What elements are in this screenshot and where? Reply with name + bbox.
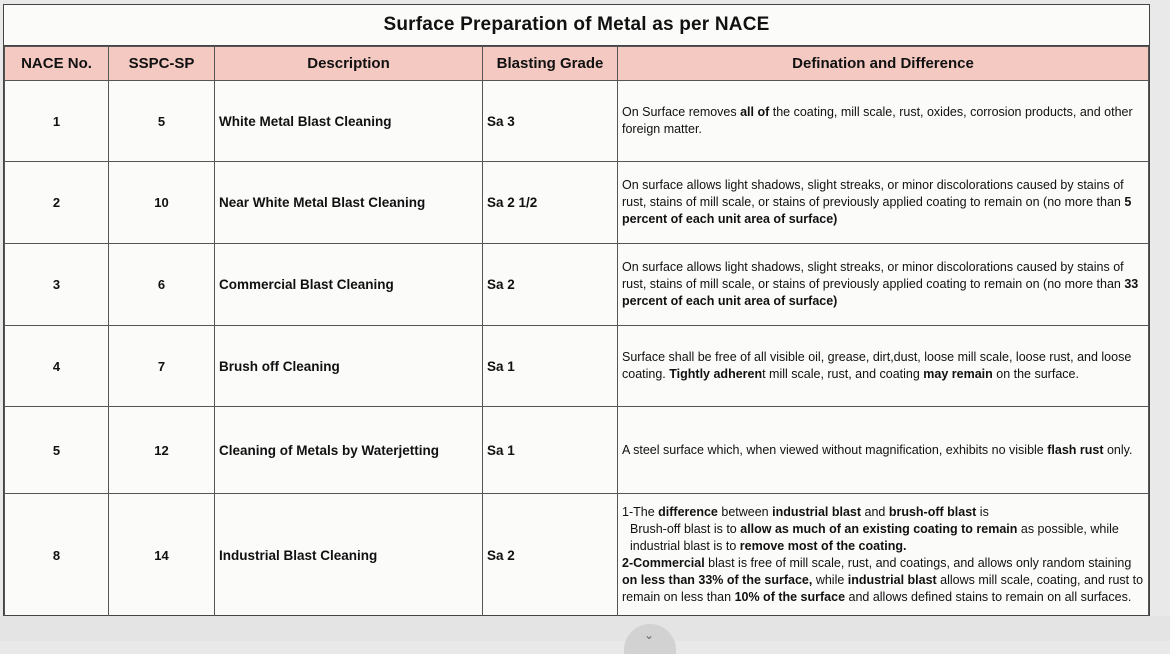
definition-cell: [618, 81, 1149, 162]
def-bold: all of: [740, 105, 770, 119]
document-sheet: [3, 4, 1150, 616]
def-bold: flash rust: [1047, 442, 1104, 457]
def-text: On Surface removes: [622, 105, 741, 119]
definition-cell: [618, 244, 1149, 326]
header-description: Description: [215, 47, 483, 81]
def-bold: Tightly adheren: [669, 367, 763, 381]
description-cell: Industrial Blast Cleaning: [215, 494, 483, 617]
def-bold: remove most of the coating.: [739, 539, 907, 553]
header-grade: Blasting Grade: [483, 47, 618, 81]
table-row: [5, 244, 1149, 326]
def-text: Brush-off blast is to: [630, 522, 741, 536]
table-row: [5, 494, 1149, 617]
def-text: allows mill scale, coating, and rust to remain on less than: [622, 573, 1144, 604]
description-cell: Cleaning of Metals by Waterjetting: [215, 407, 483, 494]
def-text: as possible, while industrial blast is to: [630, 522, 1119, 553]
grade-cell: Sa 2: [483, 244, 618, 326]
def-text: the coating, mill scale, rust, oxides, corrosion products, and other foreign matter.: [622, 105, 1133, 136]
def-text: on the surface.: [992, 367, 1079, 381]
def-bold: allow as much of an existing coating to remain: [740, 522, 1018, 536]
def-line-2: [622, 521, 1144, 555]
grade-cell: Sa 1: [483, 326, 618, 407]
def-line-3: [622, 555, 1144, 606]
def-line-1: [622, 504, 1144, 521]
def-bold: difference: [658, 505, 718, 519]
nace-table: [4, 46, 1149, 617]
definition-cell: [618, 494, 1149, 617]
header-sspc: SSPC-SP: [109, 47, 215, 81]
def-bold: industrial blast: [772, 505, 862, 519]
header-definition: Defination and Difference: [618, 47, 1149, 81]
def-text: Surface shall be free of all visible oil, grease, dirt,dust, loose mill scale, loose rust, and loose coating.: [622, 350, 1132, 381]
def-text: On surface allows light shadows, slight streaks, or minor discolorations caused by stains of rust, stains of mill scale, or stains of previously applied coating to remain on (no more than: [622, 260, 1125, 291]
def-bold: may remain: [923, 367, 993, 381]
grade-cell: Sa 2 1/2: [483, 162, 618, 244]
description-cell: White Metal Blast Cleaning: [215, 81, 483, 162]
nace-cell: 8: [5, 494, 109, 617]
header-nace: NACE No.: [5, 47, 109, 81]
sspc-cell: 14: [109, 494, 215, 617]
def-bold: brush-off blast: [888, 505, 977, 519]
sspc-cell: 10: [109, 162, 215, 244]
viewer-bottom-bar: [0, 616, 1170, 641]
def-text: while: [812, 573, 848, 587]
page-title: Surface Preparation of Metal as per NACE: [4, 5, 1149, 46]
grade-cell: Sa 1: [483, 407, 618, 494]
def-text: A steel surface which, when viewed without magnification, exhibits no visible: [622, 442, 1048, 457]
table-row: [5, 326, 1149, 407]
nace-cell: 2: [5, 162, 109, 244]
def-text: blast: [708, 556, 735, 570]
nace-cell: 4: [5, 326, 109, 407]
nace-cell: 1: [5, 81, 109, 162]
sspc-cell: 7: [109, 326, 215, 407]
table-row: [5, 407, 1149, 494]
definition-cell: [618, 407, 1149, 494]
def-text: is free of mill scale, rust, and coatings, and allows only random staining: [734, 556, 1132, 570]
description-cell: Brush off Cleaning: [215, 326, 483, 407]
description-cell: Commercial Blast Cleaning: [215, 244, 483, 326]
def-text: 1-The: [622, 505, 659, 519]
header-row: [5, 47, 1149, 81]
def-bold: 2-Commercial: [622, 556, 709, 570]
def-bold: 5 percent of each unit area of surface): [622, 195, 1132, 226]
def-bold: on less than 33% of the surface,: [622, 573, 813, 587]
chevron-down-icon: ⌄: [644, 628, 655, 642]
def-text: t mill scale, rust, and coating: [762, 367, 924, 381]
def-bold: industrial blast: [847, 573, 937, 587]
sspc-cell: 6: [109, 244, 215, 326]
table-row: [5, 162, 1149, 244]
def-text: On surface allows light shadows, slight streaks, or minor discolorations caused by stains of rust, stains of mill scale, or stains of previously applied coating to remain on (no more than: [622, 178, 1125, 209]
def-text: between: [717, 505, 773, 519]
sspc-cell: 12: [109, 407, 215, 494]
grade-cell: Sa 2: [483, 494, 618, 617]
def-text: and: [861, 505, 889, 519]
description-cell: Near White Metal Blast Cleaning: [215, 162, 483, 244]
nace-cell: 3: [5, 244, 109, 326]
nace-cell: 5: [5, 407, 109, 494]
table-row: [5, 81, 1149, 162]
def-bold: 10% of the surface: [734, 590, 846, 604]
sspc-cell: 5: [109, 81, 215, 162]
definition-cell: [618, 326, 1149, 407]
definition-cell: [618, 162, 1149, 244]
def-text: only.: [1103, 442, 1133, 457]
def-text: and allows defined stains to remain on all surfaces.: [845, 590, 1132, 604]
grade-cell: Sa 3: [483, 81, 618, 162]
def-bold: 33 percent of each unit area of surface): [622, 277, 1139, 308]
def-text: is: [976, 505, 989, 519]
